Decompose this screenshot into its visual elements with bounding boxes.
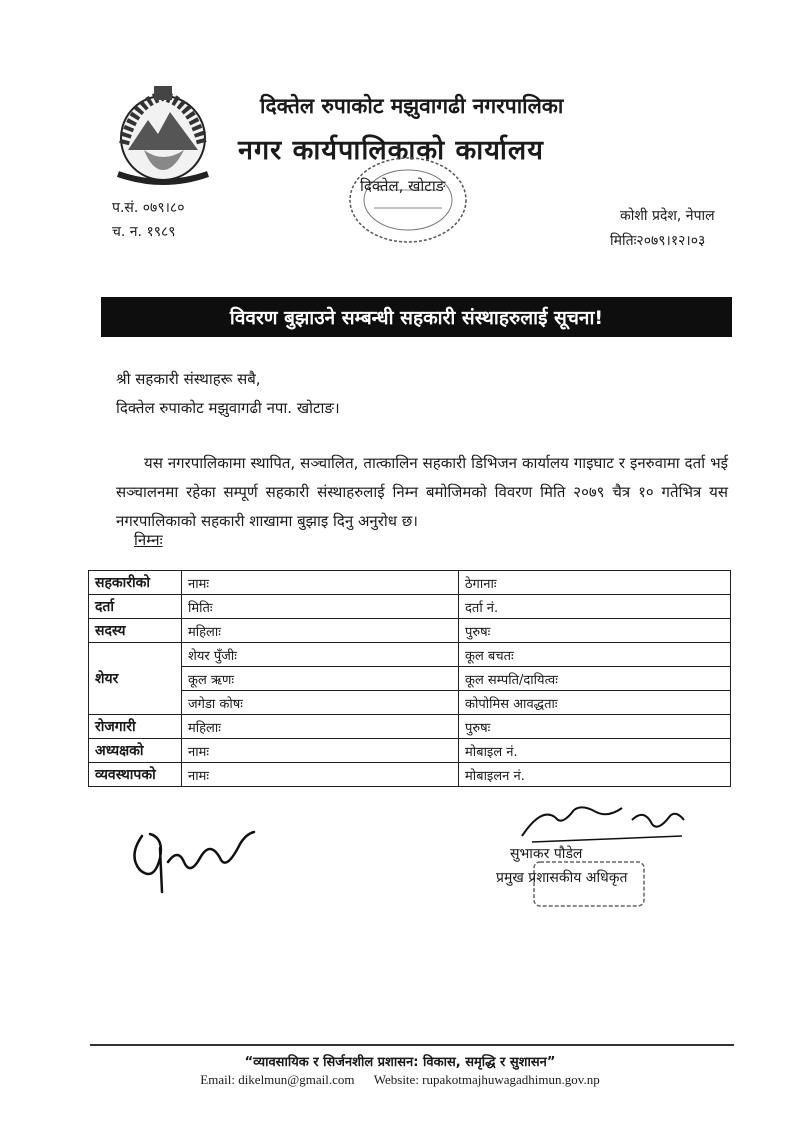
form-field: महिलाः: [182, 715, 459, 739]
office-seal-stamp: [344, 150, 472, 250]
form-field: नामः: [182, 739, 459, 763]
handwritten-signature-left: [120, 818, 260, 898]
notice-title: विवरण बुझाउने सम्बन्धी सहकारी संस्थाहरुलाई सूचना!: [229, 307, 604, 329]
form-field: कूल बचतः: [459, 643, 731, 667]
table-row: [89, 715, 731, 739]
table-row: [89, 571, 731, 595]
footer-website: Website: rupakotmajhuwagadhimun.gov.np: [373, 1072, 600, 1087]
following-label: निम्नः: [134, 531, 163, 549]
footer-divider: [90, 1044, 734, 1046]
form-field: कोपोमिस आवद्धताः: [459, 691, 731, 715]
table-row: [89, 595, 731, 619]
form-field: ठेगानाः: [459, 571, 731, 595]
form-category: व्यवस्थापको: [89, 763, 182, 787]
form-field: कूल ऋणः: [182, 667, 459, 691]
table-row: [89, 667, 731, 691]
form-field: महिलाः: [182, 619, 459, 643]
cooperative-details-form: [88, 570, 731, 787]
form-field: नामः: [182, 763, 459, 787]
notice-body-paragraph: यस नगरपालिकामा स्थापित, सञ्चालित, तात्कालिन सहकारी डिभिजन कार्यालय गाइघाट र इनरुवामा दर्ता भई सञ्चालनमा रहेका सम्पूर्ण सहकारी संस्थाहरुलाई निम्न बमोजिमको विवरण मिति २०७९ चैत्र १० गतेभित्र यस नगरपालिकाको सहकारी शाखामा बुझाइ दिनु अनुरोध छ।: [116, 454, 728, 530]
table-row: [89, 763, 731, 787]
footer-contact: [0, 1072, 800, 1088]
addressee-line-1: श्री सहकारी संस्थाहरू सबै,: [116, 370, 261, 388]
notice-title-banner: [101, 297, 732, 337]
nepal-emblem-logo: [104, 82, 222, 190]
table-row: [89, 739, 731, 763]
form-field: शेयर पुँजीः: [182, 643, 459, 667]
form-category: रोजगारी: [89, 715, 182, 739]
table-row: [89, 619, 731, 643]
municipality-name: दिक्तेल रुपाकोट मझुवागढी नगरपालिका: [260, 94, 564, 118]
signatory-title: प्रमुख प्रशासकीय अधिकृत: [496, 870, 628, 886]
form-field: जगेडा कोषः: [182, 691, 459, 715]
table-row: [89, 643, 731, 667]
province-label: कोशी प्रदेश, नेपाल: [620, 208, 715, 224]
form-field: पुरुषः: [459, 619, 731, 643]
form-field: दर्ता नं.: [459, 595, 731, 619]
form-category: सहकारीको: [89, 571, 182, 595]
office-location: दिक्तेल, खोटाङ: [360, 177, 446, 195]
letter-date: मितिः२०७९।१२।०३: [610, 233, 706, 249]
form-field: कूल सम्पति/दायित्वः: [459, 667, 731, 691]
form-category: दर्ता: [89, 595, 182, 619]
form-field: मितिः: [182, 595, 459, 619]
form-field: पुरुषः: [459, 715, 731, 739]
form-category: सदस्य: [89, 619, 182, 643]
footer-motto: “व्यावसायिक र सिर्जनशील प्रशासन: विकास, समृद्धि र सुशासन”: [244, 1055, 556, 1070]
office-name: नगर कार्यपालिकाको कार्यालय: [238, 135, 544, 166]
table-row: [89, 691, 731, 715]
form-field: मोबाइलन नं.: [459, 763, 731, 787]
form-category: अध्यक्षको: [89, 739, 182, 763]
form-field: नामः: [182, 571, 459, 595]
reference-number: प.सं. ०७९।८०: [112, 200, 185, 216]
dispatch-number: च. न. १९८९: [112, 224, 176, 240]
handwritten-signature-right: [512, 796, 692, 846]
form-field: मोबाइल नं.: [459, 739, 731, 763]
footer-email: Email: dikelmun@gmail.com: [200, 1072, 355, 1087]
signatory-name: सुभाकर पौडेल: [510, 846, 583, 862]
addressee-line-2: दिक्तेल रुपाकोट मझुवागढी नपा. खोटाङ।: [116, 399, 340, 417]
form-category: शेयर: [89, 643, 182, 715]
